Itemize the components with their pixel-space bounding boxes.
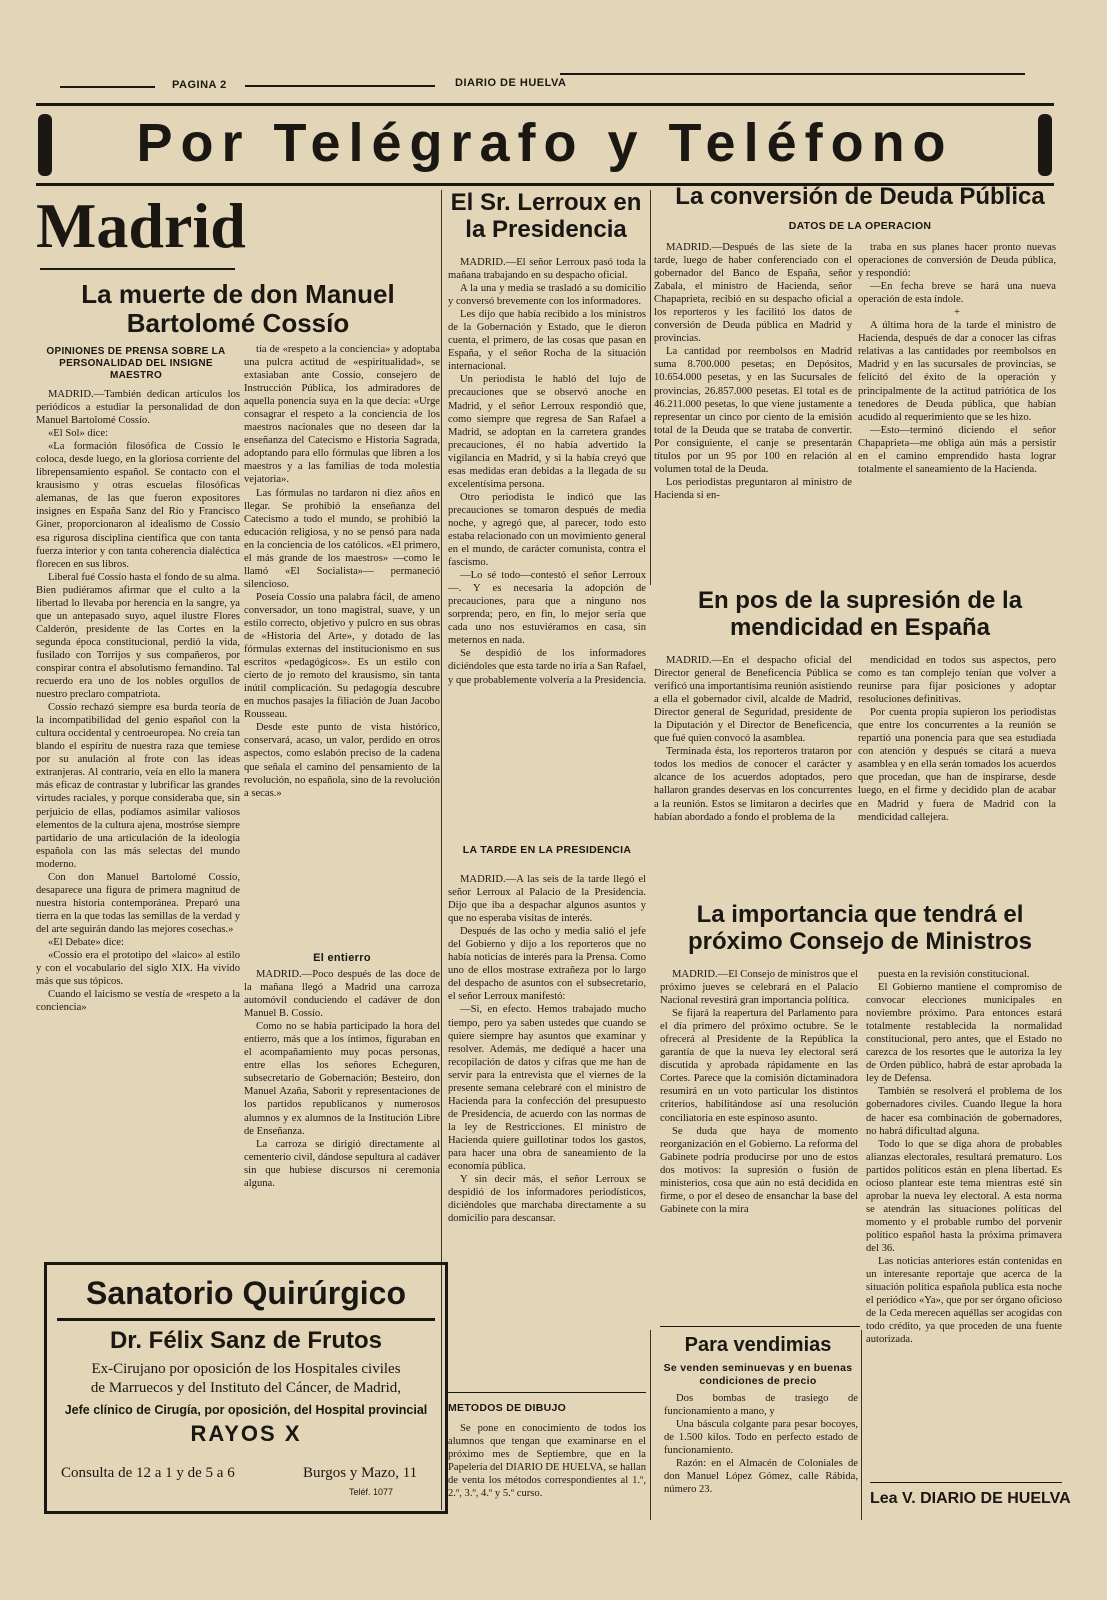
- paragraph: Dos bombas de trasiego de funcionamiento a mano, y: [664, 1393, 858, 1418]
- paragraph: tía de «respeto a la conciencia» y adoptaba una pulcra actitud de «espiritualidad», se extasiaban ante Cossío, consejero de Instrucción Pública, los admiradores de aquella ponencia suya en la que decía: «Urge consagrar el respeto a la conciencia de los maestros nacionales que no deseen dar la enseñanza del Catecismo e Historia Sagrada, adoptando para ello fórmulas que libren a los maestros y a las familias de toda molestia vejatoria».: [244, 344, 440, 486]
- paragraph: MADRID.—El Consejo de ministros que el próximo jueves se celebrará en el Palacio Nacional revestirá gran importancia política.: [660, 969, 858, 1007]
- vendimias-headline: Para vendimias: [684, 1334, 832, 1356]
- paragraph: Las noticias anteriores están contenidas en un interesante reportaje que acerca de la situación política española publica esta noche el periódico «Ya», que por ser órgano oficioso de la Ceda merecen aquéllas ser acogidas con todo crédito, ya que proceden de una fuente autorizada.: [866, 1256, 1062, 1346]
- paragraph: —Si, en efecto. Hemos trabajado mucho tiempo, pero ya saben ustedes que cuando se quiere siempre hay asuntos que examinar y resolver. Además, me dediqué a hacer una recopilación de datos y cifras que me han de servir para la entrevista que el viernes de la presente semana celebraré con el ministro de Hacienda para la confección del presupuesto de Presidencia, de acuerdo con las normas de la ley de Restricciones. El ministro de Hacienda quiere guillotinar todos los gastos, para hacer una obra de saneamiento de la economía pública.: [448, 1004, 646, 1173]
- paragraph: Se fijará la reapertura del Parlamento para el día primero del próximo octubre. Se le ofrecerá al Presidente de la República la garantía de que la nueva ley electoral será discutida y aprobada rápidamente en las Cortes. Parece que la comisión dictaminadora resumirá en un voto particular los distintos criterios, habilitándose así una resolución conciliatoria en este espinoso asunto.: [660, 1008, 858, 1124]
- paragraph: Por cuenta propia supieron los periodistas que entre los concurrentes a la reunión se repartió una ponencia para que sea estudiada con atención y después se citará a nueva asamblea y en ella serán tomados los acuerdos que procedan, que han de inspirarse, desde luego, en el firme y decidido plan de acabar en Madrid y fuera de Madrid con la mendicidad callejera.: [858, 707, 1056, 823]
- paragraph: Y sin decir más, el señor Lerroux se despidió de los informadores periodísticos, diciéndoles que marchaba directamente a su domicilio para descansar.: [448, 1174, 646, 1225]
- paragraph: Los periodistas preguntaron al ministro de Hacienda si en-: [654, 476, 852, 501]
- mendicidad-column-2: [858, 654, 1056, 894]
- deuda-column-1: [654, 241, 852, 577]
- tarde-body: [448, 873, 646, 1388]
- sanatorio-rayos: RAYOS X: [190, 1421, 302, 1446]
- paragraph: Se duda que haya de momento reorganización en el Gobierno. La reforma del Gabinete podría producirse por uno de estos dos motivos: la supresión o fusión de ministerios, cosa que aún no está decidida en firme, o por el deseo de ensanchar la base del Gabinete con la mira: [660, 1125, 858, 1215]
- paragraph: Una báscula colgante para pesar bocoyes, de 1.500 kilos. Todo en perfecto estado de funcionamiento.: [664, 1419, 858, 1457]
- paragraph: A última hora de la tarde el ministro de Hacienda, después de dar a conocer las cifras relativas a las cantidades por reembolsos en Madrid y en las sucursales de provincias, se felicitó del éxito de la operación y principalmente de la actitud patriótica de los tenedores de Deuda pública, que habían acudido al requerimiento que se les hizo.: [858, 320, 1056, 423]
- entierro-title: El entierro: [313, 952, 371, 964]
- paragraph: «Cossío era el prototipo del «laico» al estilo y con el vocabulario del siglo XIX. Ha vivido más que sus tópicos.: [36, 950, 240, 988]
- paragraph: —Esto—terminó diciendo el señor Chapaprieta—me obliga aún más a persistir en el camino emprendido hasta lograr totalmente el saneamiento de la Hacienda.: [858, 424, 1056, 475]
- paragraph: Desde este punto de vista histórico, conservará, acaso, un valor, perdido en otros aspectos, como eslabón preciso de la cadena que señala el camino del pensamiento de la revolución, no española, sino de la revolución a secas.»: [244, 722, 440, 799]
- paragraph: —Lo sé todo—contestó el señor Lerroux—. Y es necesaria la adopción de precauciones, para que a ninguno nos sorprenda; pero, en fin, lo mejor sería que cada uno nos estuviéramos en casa, sin meternos en nada.: [448, 570, 646, 647]
- deuda-column-2: [858, 241, 1056, 577]
- metodos-title: METODOS DE DIBUJO: [448, 1402, 567, 1414]
- paragraph: A la una y media se trasladó a su domicilio y conversó brevemente con los informadores.: [448, 283, 646, 308]
- deuda-subhead: DATOS DE LA OPERACION: [788, 220, 932, 232]
- paragraph: Cuando el laicismo se vestía de «respeto a la conciencia»: [36, 989, 240, 1014]
- cossio-headline: La muerte de don Manuel Bartolomé Cossío: [81, 279, 395, 339]
- consejo-headline: La importancia que tendrá el próximo Consejo de Ministros: [687, 901, 1033, 955]
- paragraph: Razón: en el Almacén de Coloniales de don Manuel López Gómez, calle Rábida, número 23.: [664, 1458, 858, 1496]
- madrid-title: Madrid: [36, 190, 246, 261]
- sanatorio-line-2: de Marruecos y del Instituto del Cáncer, de Madrid,: [90, 1380, 402, 1396]
- paragraph: MADRID.—Después de las siete de la tarde, luego de haber conferenciado con el gobernador del Banco de España, señor Zabala, el ministro de Hacienda, señor Chapaprieta, recibió en su despacho oficial a los reporteros y les facilitó los datos de conversión de Deuda pública en Madrid y provincias.: [654, 242, 852, 345]
- paragraph: +: [954, 307, 960, 319]
- mendicidad-column-1: [654, 654, 852, 894]
- paragraph: puesta en la revisión constitucional.: [878, 969, 1030, 980]
- sanatorio-line-1: Ex-Cirujano por oposición de los Hospitales civiles: [91, 1361, 401, 1377]
- paragraph: «El Sol» dice:: [48, 428, 109, 440]
- paragraph: Un periodista le habló del lujo de precauciones que se observó anoche en Madrid, y el señor Lerroux respondió que, como siempre que regresa de San Rafael a Madrid, se adoptan en la carretera grandes precauciones, él no había advertido la vigilancia en Madrid, y si la había creyó que esas medidas eran debidas a la llegada de su excelentísima persona.: [448, 374, 646, 490]
- deuda-headline: La conversión de Deuda Pública: [675, 183, 1045, 210]
- paper-name: DIARIO DE HUELVA: [455, 77, 567, 89]
- consejo-column-2: [866, 968, 1062, 1478]
- lea-diario-ad: Lea V. DIARIO DE HUELVA: [870, 1490, 1071, 1507]
- paragraph: «La formación filosófica de Cossío le coloca, desde luego, en la gloriosa corriente del librepensamiento español. Se contacto con el krausismo y otras escuelas filosóficas alemanas, de las que fueron expositores insignes en España Sanz del Río y Francisco Giner, proporcionaron al idealismo de Cossío esa rigurosa disciplina científica que con tanta fuerza interior y con tanta coherencia dialéctica florecen en sus libros.: [36, 441, 240, 570]
- banner-title: Por Telégrafo y Teléfono: [136, 113, 954, 173]
- mendicidad-headline: En pos de la supresión de la mendicidad en España: [697, 587, 1023, 641]
- vendimias-body: [664, 1392, 858, 1514]
- paragraph: Cossío rechazó siempre esa burda teoría de la incompatibilidad del genio español con la cultura occidental y centroeuropea. No creía tan blando el espíritu de nuestra raza que temiese por su anulación al frote con las ideas extranjeras. Al contrario, veía en ello la manera más eficaz de contrastar y lubrificar las grandes virtudes raciales, y porque consideraba que, sin perjuicio de ellas, podíamos asimilar valiosos elementos de la cultura ajena, mostróse siempre partidario de una articulación de la ideología española con las más selectas del mundo moderno.: [36, 702, 240, 870]
- paragraph: Terminada ésta, los reporteros trataron por todos los medios de conocer el carácter y alcance de los acuerdos adoptados, pero hallaron grandes deservas en los concurrentes a la reunión. Estos se limitaron a decirles que habían abordado a fondo el problema de la: [654, 746, 852, 823]
- paragraph: mendicidad en todos sus aspectos, pero como es tan complejo tenían que volver a reunirse para fijar posiciones y adoptar resoluciones definitivas.: [858, 655, 1056, 706]
- entierro-body: [244, 968, 440, 1250]
- paragraph: Poseía Cossío una palabra fácil, de ameno conversador, un tono magistral, suave, y un estilo correcto, objetivo y pulcro en sus obras de «Historia del Arte», y dotado de las fórmulas externas del institucionismo en sus escritos «pedagógicos». Es un estilo con cierto de jo remoto del krausismo, sin tanta inútil complicación. Su pedagogía descubre en muchos pasajes la filiación de Juan Jacobo Rousseau.: [244, 591, 440, 721]
- cossio-column-2: [244, 343, 440, 948]
- paragraph: Otro periodista le indicó que las precauciones se tomaron después de media noche, y agregó que, al parecer, todo esto estaba relacionado con un movimiento general en el mundo, de carácter comunista, contra el fascismo.: [448, 491, 646, 569]
- sanatorio-telef: Teléf. 1077: [349, 1487, 394, 1497]
- sanatorio-doctor: Dr. Félix Sanz de Frutos: [109, 1327, 383, 1354]
- sanatorio-title: Sanatorio Quirúrgico: [85, 1275, 407, 1311]
- paragraph: Todo lo que se diga ahora de probables alianzas electorales, resultará prematuro. Los partidos políticos están en plena libertad. Es ocioso plantear este tema mientras esté sin aprobar la nueva ley electoral. A esta norma se atendrán las situaciones políticas del momento y el probable rumbo del porvenir político español hasta la próxima primavera del 36.: [866, 1138, 1062, 1254]
- metodos-body: [448, 1422, 646, 1514]
- paragraph: Las fórmulas no tardaron ni diez años en llegar. Se prohibió la enseñanza del Catecismo a todo el mundo, se prohibió la educación religiosa, y no se pensó para nada en la conciencia de los católicos. «El primero, el más grande de los maestros» —como le llamó «El Socialista»— permaneció silencioso.: [244, 487, 440, 590]
- paragraph: Les dijo que había recibido a los ministros de la Gobernación y Estado, que le dieron cuenta, el primero, de las cosas que pasan en España, y el señor Rocha de la situación internacional.: [448, 309, 646, 373]
- vendimias-subhead: Se venden seminuevas y en buenas condiciones de precio: [663, 1362, 853, 1387]
- section-banner: [36, 108, 1054, 182]
- cossio-column-1: [36, 388, 240, 1250]
- sanatorio-line-3: Jefe clínico de Cirugía, por oposición, del Hospital provincial: [64, 1403, 428, 1417]
- sanatorio-consulta: Consulta de 12 a 1 y de 5 a 6: [61, 1465, 235, 1481]
- paragraph: Como no se había participado la hora del entierro, más que a los íntimos, figuraban en el acompañamiento muy pocas personas, entre ellas los señores Echeguren, subsecretario de Gobernación; Besteiro, don Manuel Azaña, Saborit y representaciones de los partidos republicanos y numerosos alumnos y ex alumnos de la Institución Libre de Enseñanza.: [244, 1021, 440, 1137]
- sanatorio-address: Burgos y Mazo, 11: [303, 1465, 418, 1481]
- paragraph: Se pone en conocimiento de todos los alumnos que tengan que examinarse en el próximo mes de Septiembre, que en la Papelería del DIARIO DE HUELVA, se hallan de venta los métodos correspondientes al 1.º, 2.º, 3.º, 4.º y 5.º curso.: [448, 1423, 646, 1500]
- sanatorio-ad: [44, 1262, 448, 1514]
- paragraph: —En fecha breve se hará una nueva operación de esta índole.: [858, 281, 1056, 306]
- paragraph: MADRID.—A las seis de la tarde llegó el señor Lerroux al Palacio de la Presidencia. Dijo que iba a despachar algunos asuntos y que no esperaba visitas de interés.: [448, 874, 646, 925]
- paragraph: Después de las ocho y media salió el jefe del Gobierno y dijo a los reporteros que no había noticias de interés para la Prensa. Como uno de ellos mostrase extrañeza por lo largo del despacho de asuntos con el subsecretario, el señor Lerroux manifestó:: [448, 926, 646, 1003]
- paragraph: traba en sus planes hacer pronto nuevas operaciones de conversión de Deuda pública, y respondió:: [858, 242, 1056, 280]
- cossio-subhead: OPINIONES DE PRENSA SOBRE LA PERSONALIDAD DEL INSIGNE MAESTRO: [46, 346, 226, 381]
- paragraph: MADRID.—Poco después de las doce de la mañana llegó a Madrid una carroza automóvil conduciendo el cadáver de don Manuel B. Cossío.: [244, 969, 440, 1020]
- paragraph: Se despidió de los informadores diciéndoles que esta tarde no iría a San Rafael, y que probablemente volvería a la Presidencia.: [448, 648, 646, 686]
- lerroux-headline: El Sr. Lerroux en la Presidencia: [450, 189, 642, 243]
- paragraph: «El Debate» dice:: [48, 936, 124, 948]
- paragraph: MADRID.—También dedican artículos los periódicos a estudiar la personalidad de don Manuel Bartolomé Cossío.: [36, 389, 240, 427]
- consejo-column-1: [660, 968, 858, 1320]
- lerroux-body: [448, 256, 646, 836]
- paragraph: El Gobierno mantiene el compromiso de convocar elecciones municipales en noviembre próximo. Para entonces estará totalmente restablecida la normalidad constitucional, pero antes, que el Estado no carezca de los resortes que le autoriza la ley de Orden público, habrá de estar aprobada la ley de Defensa.: [866, 982, 1062, 1085]
- paragraph: MADRID.—El señor Lerroux pasó toda la mañana trabajando en su despacho oficial.: [448, 257, 646, 282]
- paragraph: La carroza se dirigió directamente al cementerio civil, dándose sepultura al cadáver sin que hubiese discursos ni ceremonia alguna.: [244, 1138, 440, 1189]
- tarde-title: LA TARDE EN LA PRESIDENCIA: [462, 844, 632, 856]
- page-number: PAGINA 2: [172, 79, 227, 91]
- paragraph: La cantidad por reembolsos en Madrid suma 8.700.000 pesetas; en Depósitos, 10.654.000 pesetas, y en las Sucursales de provincias, 26.857.000 pesetas. El total es de 46.211.000 pesetas, lo que viene justamente a representar un cinco por ciento de la emisión total de la Deuda que se trataba de convertir. Por consiguiente, el canje se presentarán títulos por un 95 por 100 en relación al volumen total de la Deuda.: [654, 346, 852, 475]
- paragraph: También se resolverá el problema de los gobernadores civiles. Cuando llegue la hora de hacer esa combinación de gobernadores, no habrá dificultad alguna.: [866, 1086, 1062, 1137]
- paragraph: MADRID.—En el despacho oficial del Director general de Beneficencia Pública se verificó una importantísima reunión asistiendo a ella el gobernador civil, alcalde de Madrid, Director general de Seguridad, presidente de la Diputación y el Director de Beneficencia, que fué quien convocó la asamblea.: [654, 655, 852, 745]
- paragraph: Con don Manuel Bartolomé Cossío, desaparece una figura de primera magnitud de nuestra historia contemporánea. Preparó una tierra en la que todas las semillas de la verdad y del arte seguirán dando las mejores cosechas.»: [36, 871, 240, 935]
- paragraph: Liberal fué Cossío hasta el fondo de su alma. Bien pudiéramos afirmar que el culto a la libertad lo llevaba por herencia en la sangre, ya que un antepasado suyo, aquel ilustre Flores Calderón, presidente de las Cortes en la segunda época constitucional, perdió la vida, fusilado con Torrijos y sus compañeros, por conspirar contra el absolutismo fernandino. Tal recuerdo era uno de los nobles orgullos de nuestro preclaro compatriota.: [36, 571, 240, 701]
